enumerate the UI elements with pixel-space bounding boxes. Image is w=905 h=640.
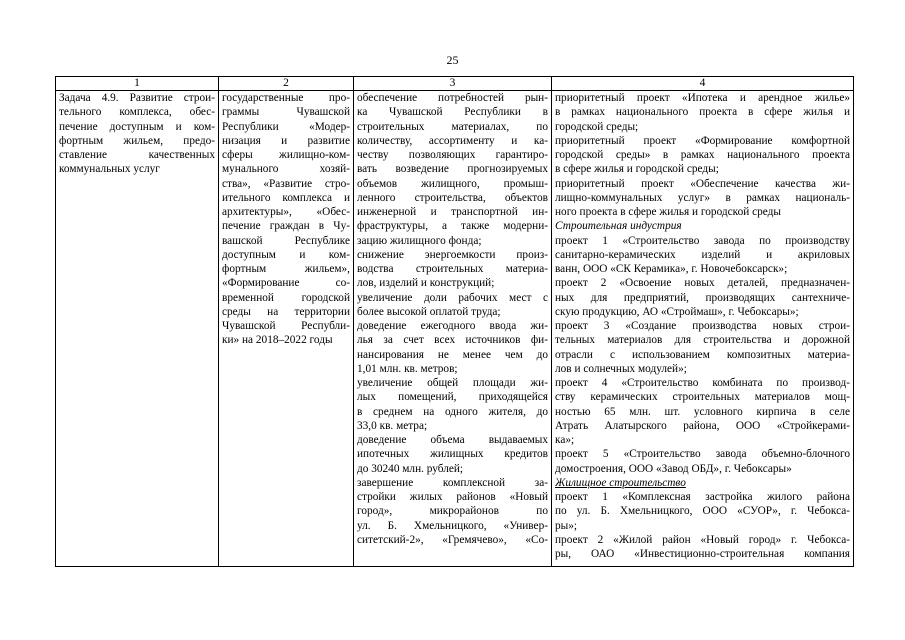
projects-cell	[552, 91, 854, 567]
text-line: проект 1 «Строительство завода по производству	[555, 234, 850, 247]
text-line: доведение объема выдаваемых	[357, 434, 548, 446]
text-line: 1,01 млн. кв. метров;	[357, 362, 458, 375]
text-line: снижение энергоемкости произ-	[357, 248, 548, 261]
text-line: стройки жилых районов «Новый	[357, 491, 548, 503]
text-line: проект 2 «Освоение новых деталей, предназначен-	[555, 277, 850, 290]
text-line: низация и развитие	[222, 134, 350, 147]
text-line: ству керамических строительных материалов мощ-	[555, 391, 850, 404]
text-line: лых помещений, приходящейся	[357, 391, 548, 404]
text-line: 33,0 кв. метра;	[357, 419, 428, 432]
text-line: завершение комплексной за-	[357, 476, 548, 489]
text-line: Жилищное строительство	[555, 476, 686, 489]
text-line: печение граждан в Чу-	[222, 220, 350, 233]
text-line: ных для предприятий, производящих сантехниче-	[555, 291, 850, 304]
text-line: увеличение общей площади жи-	[357, 377, 548, 389]
text-line: до 30240 млн. рублей;	[357, 462, 464, 475]
text-line: ры»;	[555, 519, 578, 532]
text-line: проект 4 «Строительство комбината по производ-	[555, 377, 850, 389]
text-line: ул. Б. Хмельницкого, «Универ-	[357, 519, 548, 532]
text-line: коммунальных услуг	[59, 163, 160, 176]
text-line: ностью 65 млн. шт. условного кирпича в селе	[555, 405, 850, 418]
text-line: сферы жилищно-ком-	[222, 149, 350, 161]
column-header-3: 3	[354, 77, 552, 91]
text-line: скую продукцию, АО «Строймаш», г. Чебоксары»;	[555, 305, 799, 318]
text-line: инженерной и транспортной ин-	[357, 206, 548, 218]
text-line: ры, ОАО «Инвестиционно-строительная компания	[555, 548, 850, 560]
text-line: в рамках национального проекта в сфере жилья и	[555, 106, 850, 119]
text-line: ка Чувашской Республики в	[357, 106, 548, 119]
text-line: обеспечение потребностей рын-	[357, 92, 548, 104]
text-line: доступным и ком-	[222, 248, 350, 261]
text-line: приоритетный проект «Ипотека и арендное жилье»	[555, 92, 850, 104]
text-line: тельных материалов для строительства и дорожной	[555, 334, 850, 347]
text-line: ного проекта в сфере жилья и городской среды	[555, 206, 781, 218]
text-line: строительных материалах, по	[357, 120, 548, 133]
text-line: временной городской	[222, 291, 350, 304]
text-line: зацию жилищного фонда;	[357, 234, 482, 247]
text-line: Атрать Алатырского района, ООО «Стройкерами-	[555, 419, 850, 432]
text-line: Республики «Модер-	[222, 120, 350, 133]
text-line: в сфере жилья и городской среды;	[555, 163, 719, 176]
text-line: городской среды;	[555, 120, 639, 133]
text-line: город», микрорайонов по	[357, 505, 548, 518]
targets-cell	[354, 91, 552, 567]
text-line: проект 1 «Комплексная застройка жилого района	[555, 491, 850, 503]
text-line: отрасли с использованием композитных материа-	[555, 348, 850, 361]
text-line: ставление качественных	[59, 149, 215, 161]
text-line: «Формирование со-	[222, 277, 350, 290]
text-line: проект 2 «Жилой район «Новый город» г. Чебокса-	[555, 533, 850, 546]
text-line: лищно-коммунальных услуг» в рамках националь-	[555, 191, 850, 204]
program-table	[55, 76, 854, 567]
text-line: проект 3 «Создание производства новых строи-	[555, 320, 850, 332]
text-line: санитарно-керамических изделий и акриловых	[555, 248, 850, 261]
text-line: ительного комплекса и	[222, 191, 350, 204]
column-header-2: 2	[219, 77, 354, 91]
text-line: ипотечных жилищных кредитов	[357, 448, 548, 461]
text-line: доведение ежегодного ввода жи-	[357, 320, 548, 332]
text-line: более высокой оплатой труда;	[357, 305, 501, 318]
text-line: тельного комплекса, обес-	[59, 106, 215, 119]
text-line: лов, изделий и конструкций;	[357, 277, 495, 290]
text-line: печение доступным и ком-	[59, 120, 215, 133]
text-line: городской среды» в рамках национального проекта	[555, 149, 850, 161]
text-line: Чувашской Республи-	[222, 320, 350, 332]
text-line: увеличение доли рабочих мест с	[357, 291, 548, 304]
text-line: ленного строительства, объектов	[357, 191, 548, 204]
text-line: фортным жильем»,	[222, 263, 350, 275]
text-line: ванн, ООО «СК Керамика», г. Новочебоксарск»;	[555, 263, 788, 275]
text-line: Строительная индустрия	[555, 220, 682, 233]
text-line: ки» на 2018–2022 годы	[222, 334, 333, 347]
table-row	[56, 91, 854, 567]
text-line: Задача 4.9. Развитие строи-	[59, 92, 215, 104]
text-line: количеству, ассортименту и ка-	[357, 134, 548, 147]
text-line: фраструктуры, а также модерни-	[357, 220, 548, 233]
text-line: лов и солнечных модулей»;	[555, 362, 687, 375]
text-line: граммы Чувашской	[222, 106, 350, 119]
text-line: вать возведение прогнозируемых	[357, 163, 548, 176]
text-line: в среднем на одного жителя, до	[357, 405, 548, 418]
text-line: мунального хозяй-	[222, 163, 350, 176]
column-header-4: 4	[552, 77, 854, 91]
text-line: нансирования не менее чем до	[357, 348, 548, 361]
task-cell	[56, 91, 219, 567]
text-line: архитектуры», «Обес-	[222, 206, 350, 218]
text-line: среды на территории	[222, 305, 350, 318]
text-line: приоритетный проект «Обеспечение качества жи-	[555, 177, 850, 190]
text-line: проект 5 «Строительство завода объемно-блочного	[555, 448, 850, 461]
text-line: честву позволяющих гарантиро-	[357, 149, 548, 161]
text-line: приоритетный проект «Формирование комфортной	[555, 134, 850, 147]
column-header-1: 1	[56, 77, 219, 91]
text-line: лья за счет всех источников фи-	[357, 334, 548, 347]
text-line: фортным жильем, предо-	[59, 134, 215, 147]
programs-cell	[219, 91, 354, 567]
text-line: по ул. Б. Хмельницкого, ООО «СУОР», г. Чебокса-	[555, 505, 850, 518]
text-line: домостроения, ООО «Завод ОБД», г. Чебоксары»	[555, 462, 792, 475]
header-row	[56, 77, 854, 91]
text-line: объемов жилищного, промыш-	[357, 177, 548, 190]
page-number: 25	[446, 53, 459, 67]
text-line: ства», «Развитие стро-	[222, 177, 350, 190]
text-line: вашской Республике	[222, 234, 350, 247]
text-line: ситетский-2», «Гремячево», «Со-	[357, 533, 548, 546]
text-line: государственные про-	[222, 92, 350, 104]
text-line: ка»;	[555, 434, 575, 446]
text-line: водства строительных материа-	[357, 263, 548, 275]
